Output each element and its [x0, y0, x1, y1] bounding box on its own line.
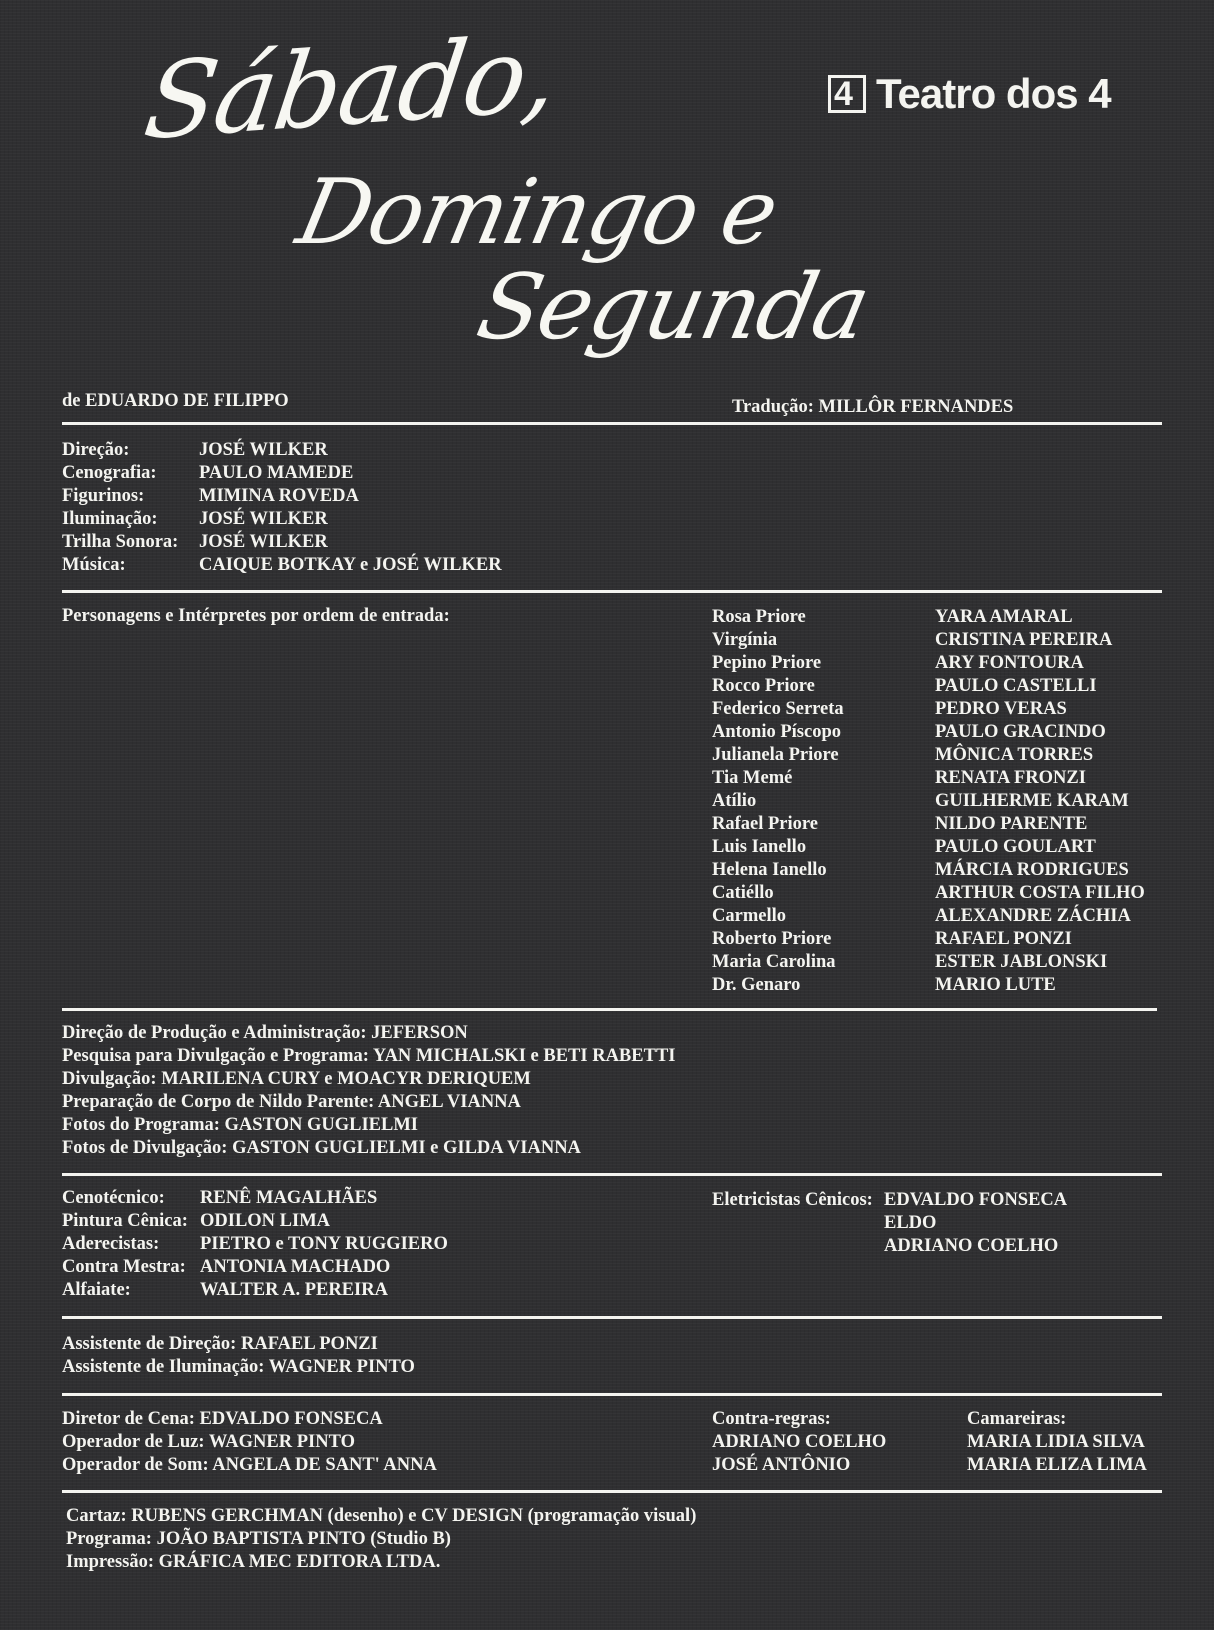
technical-name: RENÊ MAGALHÃES [200, 1188, 378, 1208]
technical-role: Alfaiate: [62, 1280, 131, 1300]
cast-character: Pepino Priore [712, 653, 822, 673]
technical-role: Contra Mestra: [62, 1257, 186, 1277]
cast-actor: ARTHUR COSTA FILHO [935, 883, 1145, 903]
cast-character: Atílio [712, 791, 757, 811]
electrician-name: EDVALDO FONSECA [884, 1190, 1068, 1210]
credit-role: Música: [62, 555, 126, 575]
production-line: Pesquisa para Divulgação e Programa: YAN MICHALSKI e BETI RABETTI [62, 1046, 676, 1066]
cast-actor: MÁRCIA RODRIGUES [935, 860, 1129, 880]
divider [62, 1393, 1162, 1396]
electrician-name: ADRIANO COELHO [884, 1236, 1059, 1256]
assistant-line: Assistente de Direção: RAFAEL PONZI [62, 1334, 378, 1354]
credit-name: PAULO MAMEDE [199, 463, 354, 483]
author-line [62, 390, 289, 413]
credit-role: Figurinos: [62, 486, 145, 506]
divider [62, 422, 1162, 425]
divider [62, 1008, 1157, 1011]
cast-character: Tia Memé [712, 768, 793, 788]
print-credit-line: Impressão: GRÁFICA MEC EDITORA LTDA. [66, 1552, 441, 1572]
cast-actor: PEDRO VERAS [935, 699, 1067, 719]
theatre-logo [828, 70, 1111, 118]
main-credits-names [199, 439, 502, 577]
cast-character: Rosa Priore [712, 607, 806, 627]
cast-actor: ESTER JABLONSKI [935, 952, 1108, 972]
production-line: Fotos do Programa: GASTON GUGLIELMI [62, 1115, 418, 1135]
production-credits [62, 1022, 675, 1160]
cast-actor: CRISTINA PEREIRA [935, 630, 1113, 650]
cast-actor: GUILHERME KARAM [935, 791, 1129, 811]
production-line: Direção de Produção e Administração: JEFERSON [62, 1023, 468, 1043]
technical-role: Aderecistas: [62, 1234, 160, 1254]
cast-actors [935, 606, 1145, 997]
technical-role: Pintura Cênica: [62, 1211, 188, 1231]
cast-character: Antonio Píscopo [712, 722, 842, 742]
cast-actor: MÔNICA TORRES [935, 745, 1094, 765]
credit-role: Trilha Sonora: [62, 532, 179, 552]
cast-character: Virgínia [712, 630, 778, 650]
title-line-3: Segunda [468, 255, 877, 360]
logo-mark-icon: 4 [828, 75, 866, 113]
cast-actor: RAFAEL PONZI [935, 929, 1072, 949]
cast-character: Roberto Priore [712, 929, 832, 949]
translation-line [732, 396, 1013, 419]
title-line-2: Domingo e [288, 160, 786, 265]
credit-name: JOSÉ WILKER [199, 509, 328, 529]
technical-name: ANTONIA MACHADO [200, 1257, 391, 1277]
contra-regras-name: JOSÉ ANTÔNIO [712, 1455, 851, 1475]
electricians-names [884, 1189, 1067, 1258]
print-credits [66, 1505, 696, 1574]
stage-crew [62, 1408, 437, 1477]
cast-character: Maria Carolina [712, 952, 836, 972]
cast-character: Helena Ianello [712, 860, 827, 880]
main-credits-roles [62, 439, 178, 577]
cast-actor: PAULO CASTELLI [935, 676, 1097, 696]
contra-regras-role: Contra-regras: [712, 1409, 831, 1429]
technical-name: PIETRO e TONY RUGGIERO [200, 1234, 448, 1254]
divider [62, 1490, 1162, 1493]
credit-name: JOSÉ WILKER [199, 532, 328, 552]
cast-character: Federico Serreta [712, 699, 844, 719]
cast-character: Catiéllo [712, 883, 774, 903]
assistant-line: Assistente de Iluminação: WAGNER PINTO [62, 1357, 415, 1377]
stage-crew-line: Diretor de Cena: EDVALDO FONSECA [62, 1409, 383, 1429]
cast-actor: MARIO LUTE [935, 975, 1056, 995]
camareiras-name: MARIA LIDIA SILVA [967, 1432, 1145, 1452]
camareiras-role: Camareiras: [967, 1409, 1067, 1429]
technical-name: ODILON LIMA [200, 1211, 331, 1231]
divider [62, 1316, 1162, 1319]
title-line-1: Sábado, [137, 11, 565, 164]
cast-actor: ARY FONTOURA [935, 653, 1084, 673]
author-name: EDUARDO DE FILIPPO [85, 391, 289, 411]
production-line: Divulgação: MARILENA CURY e MOACYR DERIQUEM [62, 1069, 531, 1089]
credit-name: CAIQUE BOTKAY e JOSÉ WILKER [199, 555, 502, 575]
cast-actor: ALEXANDRE ZÁCHIA [935, 906, 1131, 926]
print-credit-line: Programa: JOÃO BAPTISTA PINTO (Studio B) [66, 1529, 451, 1549]
divider [62, 590, 1162, 593]
cast-actor: YARA AMARAL [935, 607, 1073, 627]
technical-names [200, 1187, 448, 1302]
credit-role: Direção: [62, 440, 130, 460]
cast-characters [712, 606, 844, 997]
stage-crew-line: Operador de Luz: WAGNER PINTO [62, 1432, 355, 1452]
cast-character: Carmello [712, 906, 786, 926]
cast-character: Rafael Priore [712, 814, 818, 834]
divider [62, 1173, 1162, 1176]
electricians-role: Eletricistas Cênicos: [712, 1190, 873, 1210]
production-line: Preparação de Corpo de Nildo Parente: ANGEL VIANNA [62, 1092, 521, 1112]
stage-crew-line: Operador de Som: ANGELA DE SANT' ANNA [62, 1455, 437, 1475]
translation-name: MILLÔR FERNANDES [818, 397, 1014, 417]
contra-regras [712, 1408, 886, 1477]
camareiras-name: MARIA ELIZA LIMA [967, 1455, 1147, 1475]
credit-name: JOSÉ WILKER [199, 440, 328, 460]
cast-actor: PAULO GRACINDO [935, 722, 1106, 742]
electrician-name: ELDO [884, 1213, 937, 1233]
technical-name: WALTER A. PEREIRA [200, 1280, 388, 1300]
author-label: de [62, 391, 81, 411]
assistants [62, 1333, 415, 1379]
cast-character: Dr. Genaro [712, 975, 801, 995]
print-credit-line: Cartaz: RUBENS GERCHMAN (desenho) e CV DESIGN (programação visual) [66, 1506, 697, 1526]
logo-name: Teatro dos 4 [876, 70, 1111, 117]
credit-name: MIMINA ROVEDA [199, 486, 359, 506]
production-line: Fotos de Divulgação: GASTON GUGLIELMI e GILDA VIANNA [62, 1138, 581, 1158]
cast-character: Rocco Priore [712, 676, 815, 696]
cast-actor: RENATA FRONZI [935, 768, 1086, 788]
technical-role: Cenotécnico: [62, 1188, 165, 1208]
camareiras [967, 1408, 1147, 1477]
translation-label: Tradução: [732, 397, 814, 417]
technical-roles [62, 1187, 188, 1302]
contra-regras-name: ADRIANO COELHO [712, 1432, 887, 1452]
credit-role: Cenografia: [62, 463, 157, 483]
cast-actor: PAULO GOULART [935, 837, 1096, 857]
credit-role: Iluminação: [62, 509, 158, 529]
cast-character: Luis Ianello [712, 837, 807, 857]
cast-actor: NILDO PARENTE [935, 814, 1088, 834]
cast-character: Julianela Priore [712, 745, 839, 765]
cast-heading: Personagens e Intérpretes por ordem de entrada: [62, 606, 450, 626]
